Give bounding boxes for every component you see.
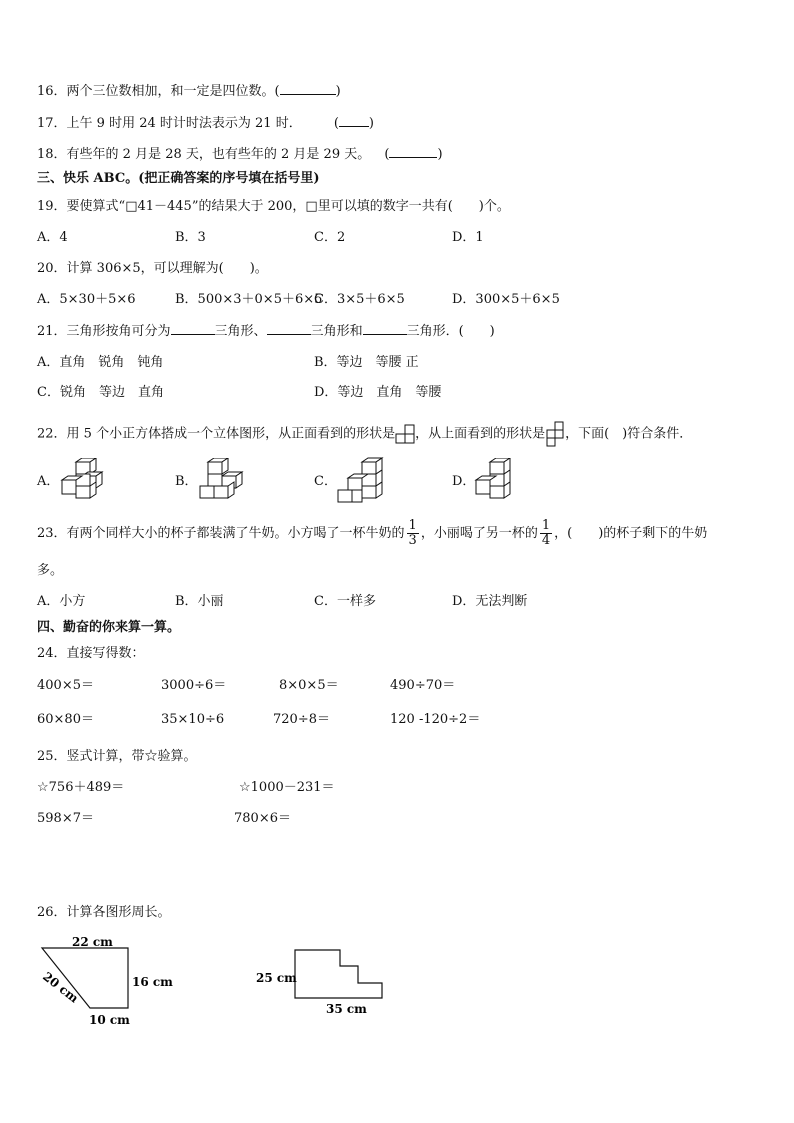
question-23: 23．有两个同样大小的杯子都装满了牛奶。小方喝了一杯牛奶的 $\frac{1}{3}$ ，小丽喝了另一杯的 $\frac{1}{4}$ ，( )的杯子剩下的牛奶	[37, 518, 708, 548]
option-d[interactable]: D．	[452, 474, 476, 489]
option-a[interactable]: A．4	[37, 230, 68, 245]
section-3-title: 三、快乐 ABC。(把正确答案的序号填在括号里)	[37, 171, 320, 186]
trapezoid-figure	[30, 930, 180, 1030]
calc-item: 598×7＝	[37, 811, 94, 826]
stepped-figure	[250, 940, 390, 1020]
option-c[interactable]: C．一样多	[314, 594, 376, 609]
question-23-cont: 多。	[37, 563, 64, 578]
question-25: 25．竖式计算，带☆验算。	[37, 749, 197, 764]
cube-stack-c-icon	[336, 456, 386, 504]
answer-blank[interactable]	[389, 145, 437, 158]
label-slant: 20 cm	[40, 969, 81, 1006]
calc-item: 8×0×5＝	[279, 678, 339, 693]
question-19: 19．要使算式“□41－445”的结果大于 200，□里可以填的数字一共有( )个。	[37, 199, 510, 214]
question-16: 16．两个三位数相加，和一定是四位数。( )	[37, 84, 341, 99]
calc-item: ☆1000－231＝	[239, 780, 335, 795]
label-left: 25 cm	[256, 971, 297, 985]
option-c[interactable]: C．2	[314, 230, 346, 245]
calc-item: 3000÷6＝	[161, 678, 227, 693]
cube-stack-b-icon	[198, 458, 244, 502]
question-17: 17．上午 9 时用 24 时计时法表示为 21 时． ( )	[37, 116, 374, 131]
option-d[interactable]: D．无法判断	[452, 594, 528, 609]
option-a[interactable]: A．小方	[37, 594, 86, 609]
answer-blank[interactable]	[171, 322, 215, 335]
option-c[interactable]: C．3×5＋6×5	[314, 292, 405, 307]
answer-blank[interactable]	[363, 322, 407, 335]
option-a[interactable]: A．直角 锐角 钝角	[37, 355, 164, 370]
option-b[interactable]: B．小丽	[175, 594, 224, 609]
answer-blank[interactable]	[267, 322, 311, 335]
calc-item: 400×5＝	[37, 678, 94, 693]
question-18: 18．有些年的 2 月是 28 天，也有些年的 2 月是 29 天。 ( )	[37, 147, 443, 162]
calc-item: 35×10÷6	[161, 712, 225, 727]
answer-blank[interactable]	[280, 82, 336, 95]
calc-item: 120 -120÷2＝	[390, 712, 481, 727]
section-4-title: 四、勤奋的你来算一算。	[37, 620, 181, 635]
option-c[interactable]: C．	[314, 474, 337, 489]
option-b[interactable]: B．	[175, 474, 198, 489]
option-a[interactable]: A．	[37, 474, 60, 489]
front-view-icon	[395, 424, 415, 444]
question-20: 20．计算 306×5，可以理解为( )。	[37, 261, 268, 276]
answer-blank[interactable]	[339, 114, 369, 127]
calc-item: ☆756＋489＝	[37, 780, 125, 795]
top-view-icon	[545, 421, 565, 447]
option-d[interactable]: D．300×5＋6×5	[452, 292, 560, 307]
cube-stack-d-icon	[474, 458, 516, 502]
fraction: $\frac{1}{4}$	[541, 518, 551, 548]
question-22: 22．用 5 个小正方体搭成一个立体图形，从正面看到的形状是 ，从上面看到的形状是 ，下面( )符合条件．	[37, 421, 692, 447]
calc-item: 490÷70＝	[390, 678, 456, 693]
option-c[interactable]: C．锐角 等边 直角	[37, 385, 164, 400]
label-bottom: 35 cm	[326, 1002, 367, 1016]
option-b[interactable]: B．等边 等腰 正	[314, 355, 419, 370]
calc-item: 720÷8＝	[273, 712, 330, 727]
cube-stack-a-icon	[60, 458, 106, 502]
calc-item: 780×6＝	[234, 811, 291, 826]
option-a[interactable]: A．5×30＋5×6	[37, 292, 136, 307]
label-bottom: 10 cm	[89, 1013, 130, 1027]
option-d[interactable]: D．等边 直角 等腰	[314, 385, 442, 400]
option-d[interactable]: D．1	[452, 230, 484, 245]
option-b[interactable]: B．3	[175, 230, 206, 245]
question-24: 24．直接写得数：	[37, 646, 145, 661]
option-b[interactable]: B．500×3＋0×5＋6×5	[175, 292, 323, 307]
question-26: 26．计算各图形周长。	[37, 905, 171, 920]
calc-item: 60×80＝	[37, 712, 94, 727]
question-21: 21．三角形按角可分为 三角形、 三角形和 三角形．( )	[37, 324, 495, 339]
fraction: $\frac{1}{3}$	[408, 518, 417, 548]
label-right: 16 cm	[132, 975, 173, 989]
label-top: 22 cm	[72, 935, 113, 949]
